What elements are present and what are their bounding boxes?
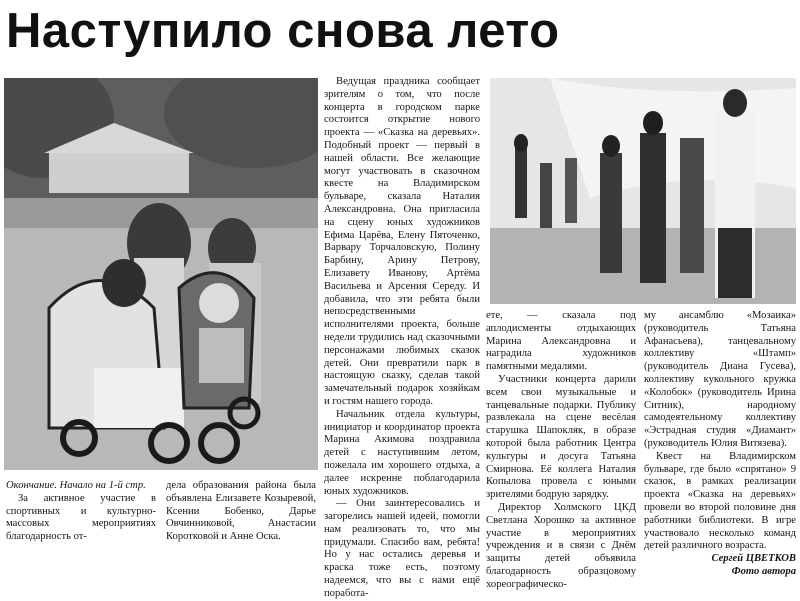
col5-paragraph-2: Квест на Владимирском бульваре, где было «спрятано» 9 сказок, в рамках реализации проекта «Сказка на деревьях» провели во второй половине дня работники библиотеки. В игре участвовало несколько команд детей различного возраста. — [644, 450, 796, 552]
article-headline: Наступило снова лето — [6, 4, 560, 58]
col5-paragraph-1: му ансамблю «Мозаика» (руководитель Татьяна Афанасьева), танцевальному коллективу «Штамп» (руководитель Диана Гусева), коллективу кукольного кружка «Колобок» (руководитель Ирина Ситник), народному самодеятельному коллективу «Эстрадная студия «Диамант» (руководитель Юлия Витязева). — [644, 310, 796, 449]
photo-credit: Фото автора — [731, 565, 796, 577]
col3-paragraph-1: Ведущая праздника сообщает зрителям о том, что после концерта в городском парке состоится открытие нового проекта — «Сказка на деревьях». Подобный проект — первый в нашей области. Все желающие могут участвовать в сказочном квесте на Владимирском бульваре, сказала Наталия Александровна. Она пригласила на сцену юных художников Ефима Царёва, Елену Пяточенко, Варвару Торчаловскую, Полину Барбину, Арину Петрову, Елизавету Иванову, Артёма Васильева и Арсения Середу. И добавила, что эти ребята были непосредственными исполнителями проекта, больше недели трудились над сказочными персонажами любимых сказок детей. Они превратили парк в настоящую сказку, сделав такой замечательный подарок хозяйкам и гостям нашего города. — [324, 76, 480, 407]
col3-paragraph-2: Начальник отдела культуры, инициатор и координатор проекта Марина Акимова поздравила детей с наступившим летом, пожелала им хорошего отдыха, а далее искренне поблагодарила юных художников. — [324, 408, 480, 497]
photo-park-strollers — [4, 78, 318, 470]
author-signature: Сергей ЦВЕТКОВ — [711, 553, 796, 565]
park-photo-illustration — [4, 78, 318, 470]
col4-paragraph-3: Директор Холмского ЦКД Светлана Хорошко за активное участие в мероприятиях учреждения и в связи с Днём защиты детей объявила благодарность образцовому хореографическо- — [486, 501, 636, 590]
column-5 — [644, 310, 796, 579]
col4-paragraph-1: ете, — сказала под аплодисменты отдыхающих Марина Александровна и наградила художников памятными медалями. — [486, 310, 636, 373]
column-3 — [324, 76, 480, 601]
col1-paragraph: За активное участие в спортивных и культурно-массовых мероприятиях благодарность от- — [6, 492, 156, 543]
col3-paragraph-3: — Они заинтересовались и загорелись нашей идеей, помогли нам реализовать то, что мы придумали. Спасибо вам, ребята! Но у нас остались деревья и краска тоже есть, поэтому надеемся, что вы с нами ещё поработа- — [324, 498, 480, 599]
col2-paragraph: дела образования района была объявлена Елизавете Козыревой, Ксении Бобенко, Дарье Овчинниковой, Анастасии Коротковой и Анне Оска. — [166, 480, 316, 543]
photo-caption: Окончание. Начало на 1-й стр. — [6, 480, 146, 491]
column-4 — [486, 310, 636, 592]
concert-photo-illustration — [490, 78, 796, 304]
col4-paragraph-2: Участники концерта дарили всем свои музыкальные и танцевальные подарки. Публику развлекала на сцене весёлая старушка Шапокляк, в образе которой была работник Центра культуры и досуга Татьяна Смирнова. Её коллега Наталия Копылова провела с юными зрителями бодрую зарядку. — [486, 373, 636, 501]
photo-concert-participants — [490, 78, 796, 304]
column-1 — [6, 480, 156, 544]
column-2 — [166, 480, 316, 544]
